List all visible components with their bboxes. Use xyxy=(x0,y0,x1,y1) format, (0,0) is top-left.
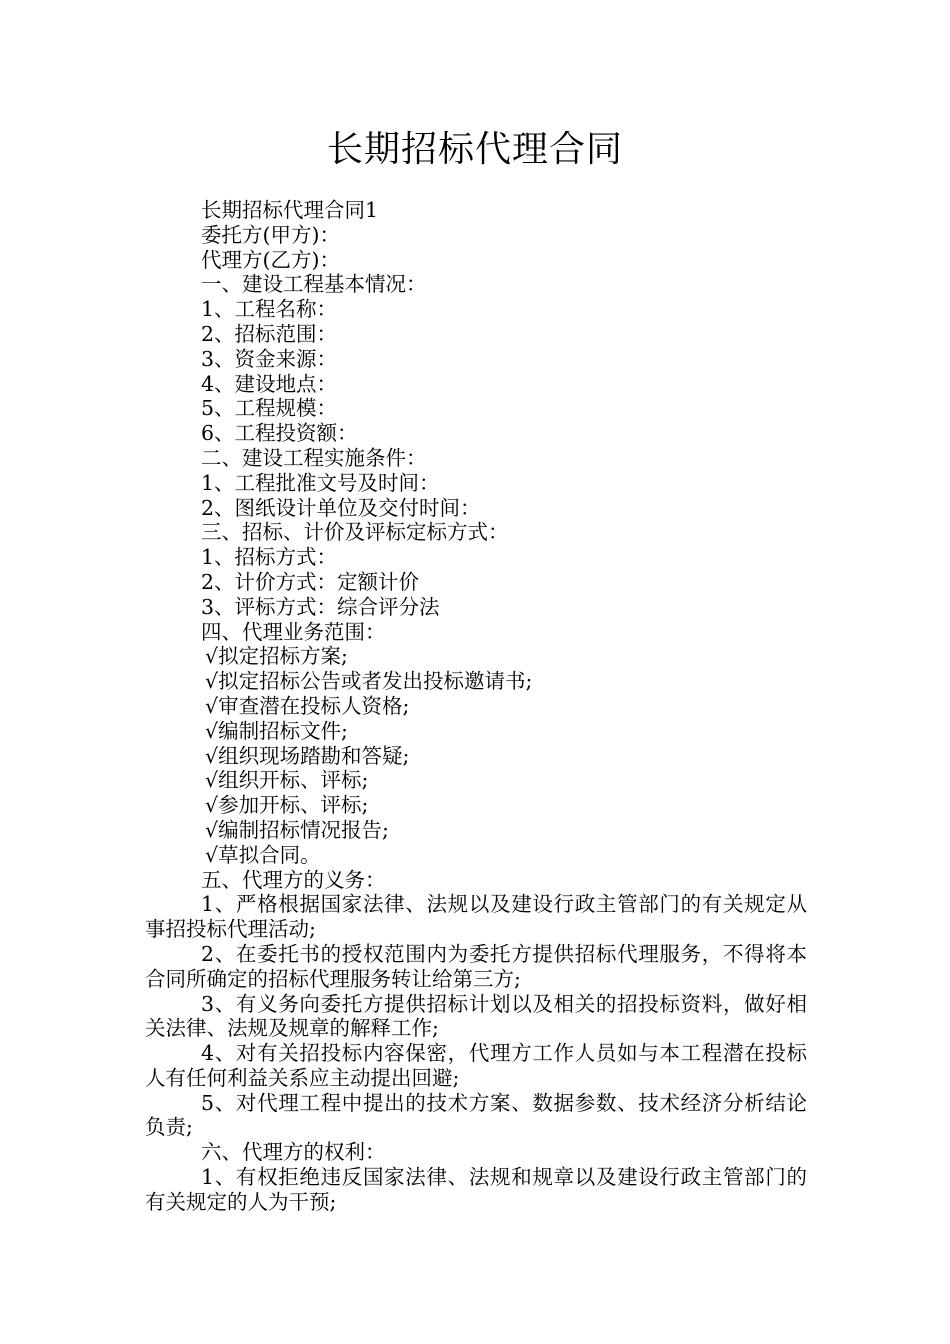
list-item: 5、工程规模： xyxy=(201,396,338,421)
obligation-paragraph: 3、有义务向委托方提供招标计划以及相关的招投标资料，做好相关法律、法规及规章的解释工作; xyxy=(145,991,807,1041)
section-heading: 三、招标、计价及评标定标方式： xyxy=(201,520,509,545)
scope-check-item: √草拟合同。 xyxy=(205,842,321,867)
list-item: 3、资金来源： xyxy=(201,346,338,371)
scope-check-item: √组织现场踏勘和答疑; xyxy=(205,743,410,768)
list-item: 1、招标方式： xyxy=(201,545,338,570)
section-heading: 一、建设工程基本情况： xyxy=(201,272,427,297)
list-item: 3、评标方式：综合评分法 xyxy=(201,594,440,619)
contract-subtitle: 长期招标代理合同1 xyxy=(201,198,379,222)
obligation-paragraph: 4、对有关招投标内容保密，代理方工作人员如与本工程潜在投标人有任何利益关系应主动提出回避; xyxy=(145,1041,807,1090)
scope-check-item: √编制招标情况报告; xyxy=(205,817,389,842)
obligation-paragraph: 2、在委托书的授权范围内为委托方提供招标代理服务，不得将本合同所确定的招标代理服务转让给第三方; xyxy=(145,941,807,991)
obligation-paragraph: 1、严格根据国家法律、法规以及建设行政主管部门的有关规定从事招投标代理活动; xyxy=(145,892,807,942)
list-item: 4、建设地点： xyxy=(201,371,338,396)
document-body xyxy=(145,198,807,1215)
scope-check-item: √组织开标、评标; xyxy=(205,768,369,793)
list-item: 2、图纸设计单位及交付时间： xyxy=(201,495,481,520)
list-item: 1、工程批准文号及时间： xyxy=(201,470,440,495)
party-a-line: 委托方(甲方)： xyxy=(201,222,340,247)
scope-check-item: √编制招标文件; xyxy=(205,718,348,743)
scope-check-item: √拟定招标公告或者发出投标邀请书; xyxy=(205,669,533,694)
list-item: 2、招标范围： xyxy=(201,321,338,346)
scope-check-item: √拟定招标方案; xyxy=(205,644,348,669)
list-item: 6、工程投资额： xyxy=(201,421,358,446)
section-heading: 四、代理业务范围： xyxy=(201,619,386,644)
scope-check-item: √审查潜在投标人资格; xyxy=(205,693,410,718)
section-heading: 五、代理方的义务： xyxy=(201,867,386,892)
document-title: 长期招标代理合同 xyxy=(326,129,623,170)
section-heading: 二、建设工程实施条件： xyxy=(201,445,427,470)
obligation-paragraph: 5、对代理工程中提出的技术方案、数据参数、技术经济分析结论负责; xyxy=(145,1090,807,1140)
scope-check-item: √参加开标、评标; xyxy=(205,793,369,818)
rights-paragraph: 1、有权拒绝违反国家法律、法规和规章以及建设行政主管部门的有关规定的人为干预; xyxy=(145,1165,807,1214)
list-item: 2、计价方式：定额计价 xyxy=(201,569,420,594)
party-b-line: 代理方(乙方)： xyxy=(201,247,340,272)
section-heading: 六、代理方的权利： xyxy=(201,1140,386,1165)
list-item: 1、工程名称： xyxy=(201,297,338,322)
